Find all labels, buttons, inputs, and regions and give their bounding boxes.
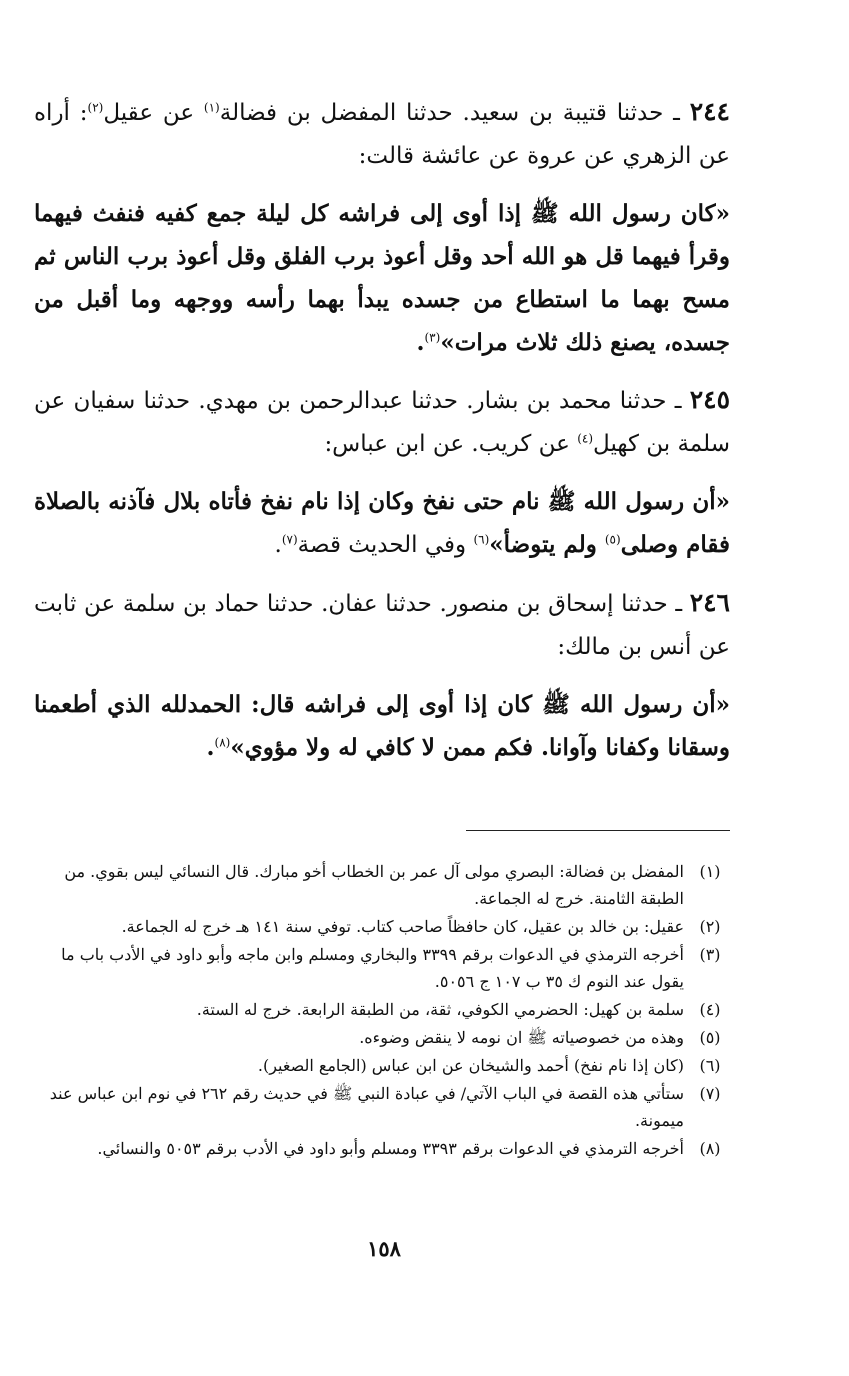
- footnote-number: (٣): [699, 945, 721, 964]
- footnote-number: (٢): [699, 917, 721, 936]
- footnotes: [24, 858, 736, 1163]
- chain-text: ـ حدثنا قتيبة بن سعيد. حدثنا المفضل بن فضالة: [219, 100, 680, 126]
- footnote-ref: (٦): [473, 532, 490, 547]
- footnote-ref: (١): [203, 100, 220, 115]
- footnote-divider: [466, 830, 730, 831]
- footnote-ref: (٤): [577, 431, 594, 446]
- footnote-text: عقيل: بن خالد بن عقيل، كان حافظاً صاحب كتاب. توفي سنة ١٤١ هـ خرج له الجماعة.: [121, 917, 684, 936]
- footnote-number: (٨): [699, 1139, 721, 1158]
- footnote-number: (١): [699, 862, 721, 881]
- footnote-ref: (٨): [214, 735, 231, 750]
- hadith-text: ولم يتوضأ»: [489, 531, 605, 558]
- hadith-245-chain: [34, 378, 730, 466]
- footnote-number: (٧): [699, 1084, 721, 1103]
- chain-text: ـ حدثنا إسحاق بن منصور. حدثنا عفان. حدثنا حماد بن سلمة عن ثابت عن أنس بن مالك:: [34, 591, 730, 660]
- hadith-remark: وفي الحديث قصة: [297, 532, 474, 558]
- footnote-ref: (٧): [281, 532, 298, 547]
- footnote: [24, 1135, 736, 1162]
- footnote: [24, 858, 736, 912]
- hadith-text-tail: .: [206, 734, 215, 761]
- footnote: [24, 996, 736, 1023]
- chain-text: : أراه عن الزهري عن عروة عن عائشة قالت:: [34, 100, 730, 169]
- footnote: [24, 1080, 736, 1134]
- hadith-245-text: [34, 480, 730, 567]
- footnote-text: (كان إذا نام نفخ) أحمد والشيخان عن ابن عباس (الجامع الصغير).: [257, 1056, 684, 1075]
- chain-text: عن عقيل: [103, 100, 204, 126]
- footnote-ref: (٣): [424, 330, 441, 345]
- footnote: [24, 1024, 736, 1051]
- footnote: [24, 1052, 736, 1079]
- hadith-244-chain: [34, 90, 730, 178]
- footnote-text: أخرجه الترمذي في الدعوات برقم ٣٣٩٩ والبخاري ومسلم وابن ماجه وأبو داود في الأدب باب ما يقول عند النوم ك ٣٥ ب ١٠٧ ج ٥٠٥٦.: [61, 945, 684, 991]
- footnote-ref: (٥): [604, 532, 621, 547]
- hadith-text: «أن رسول الله ﷺ نام حتى نفخ وكان إذا نام نفخ فأتاه بلال فآذنه بالصلاة فقام وصلى: [34, 488, 730, 558]
- hadith-text: «أن رسول الله ﷺ كان إذا أوى إلى فراشه قال: الحمدلله الذي أطعمنا وسقانا وكفانا وآوانا. فكم ممن لا كافي له ولا مؤوي»: [34, 691, 730, 761]
- hadith-text: «كان رسول الله ﷺ إذا أوى إلى فراشه كل ليلة جمع كفيه فنفث فيهما وقرأ فيهما قل هو الله أحد وقل أعوذ برب الفلق وقل أعوذ برب الناس ثم مسح بهما ما استطاع من جسده يبدأ بهما رأسه ووجهه وما أقبل من جسده، يصنع ذلك ثلاث مرات»: [34, 200, 730, 356]
- footnote: [24, 941, 736, 995]
- main-text: [34, 90, 730, 783]
- hadith-246-text: [34, 683, 730, 769]
- footnote-number: (٦): [699, 1056, 721, 1075]
- footnote-text: ستأتي هذه القصة في الباب الآتي/ في عبادة النبي ﷺ في حديث رقم ٢٦٢ في نوم ابن عباس عند ميمونة.: [49, 1084, 684, 1130]
- page-number: ١٥٨: [367, 1236, 401, 1261]
- chain-text: عن كريب. عن ابن عباس:: [324, 431, 578, 457]
- hadith-number: ٢٤٦: [689, 588, 730, 617]
- footnote-ref: (٢): [87, 100, 104, 115]
- footnote-text: أخرجه الترمذي في الدعوات برقم ٣٣٩٣ ومسلم وأبو داود في الأدب برقم ٥٠٥٣ والنسائي.: [97, 1139, 684, 1158]
- footnote: [24, 913, 736, 940]
- chain-text: ـ حدثنا محمد بن بشار. حدثنا عبدالرحمن بن مهدي. حدثنا سفيان عن سلمة بن كهيل: [34, 388, 730, 457]
- footnote-number: (٥): [699, 1028, 721, 1047]
- hadith-number: ٢٤٤: [689, 97, 730, 126]
- hadith-244-text: [34, 192, 730, 364]
- footnote-text: وهذه من خصوصياته ﷺ ان نومه لا ينقض وضوءه.: [359, 1028, 684, 1047]
- footnote-text: سلمة بن كهيل: الحضرمي الكوفي، ثقة، من الطبقة الرابعة. خرج له الستة.: [196, 1000, 684, 1019]
- footnote-text: المفضل بن فضالة: البصري مولى آل عمر بن الخطاب أخو مبارك. قال النسائي ليس بقوي. من الطبقة الثامنة. خرج له الجماعة.: [64, 862, 684, 908]
- hadith-text-tail: .: [274, 532, 282, 558]
- hadith-number: ٢٤٥: [689, 385, 731, 414]
- footnote-number: (٤): [699, 1000, 721, 1019]
- hadith-246-chain: [34, 581, 730, 669]
- hadith-text-tail: .: [416, 329, 425, 356]
